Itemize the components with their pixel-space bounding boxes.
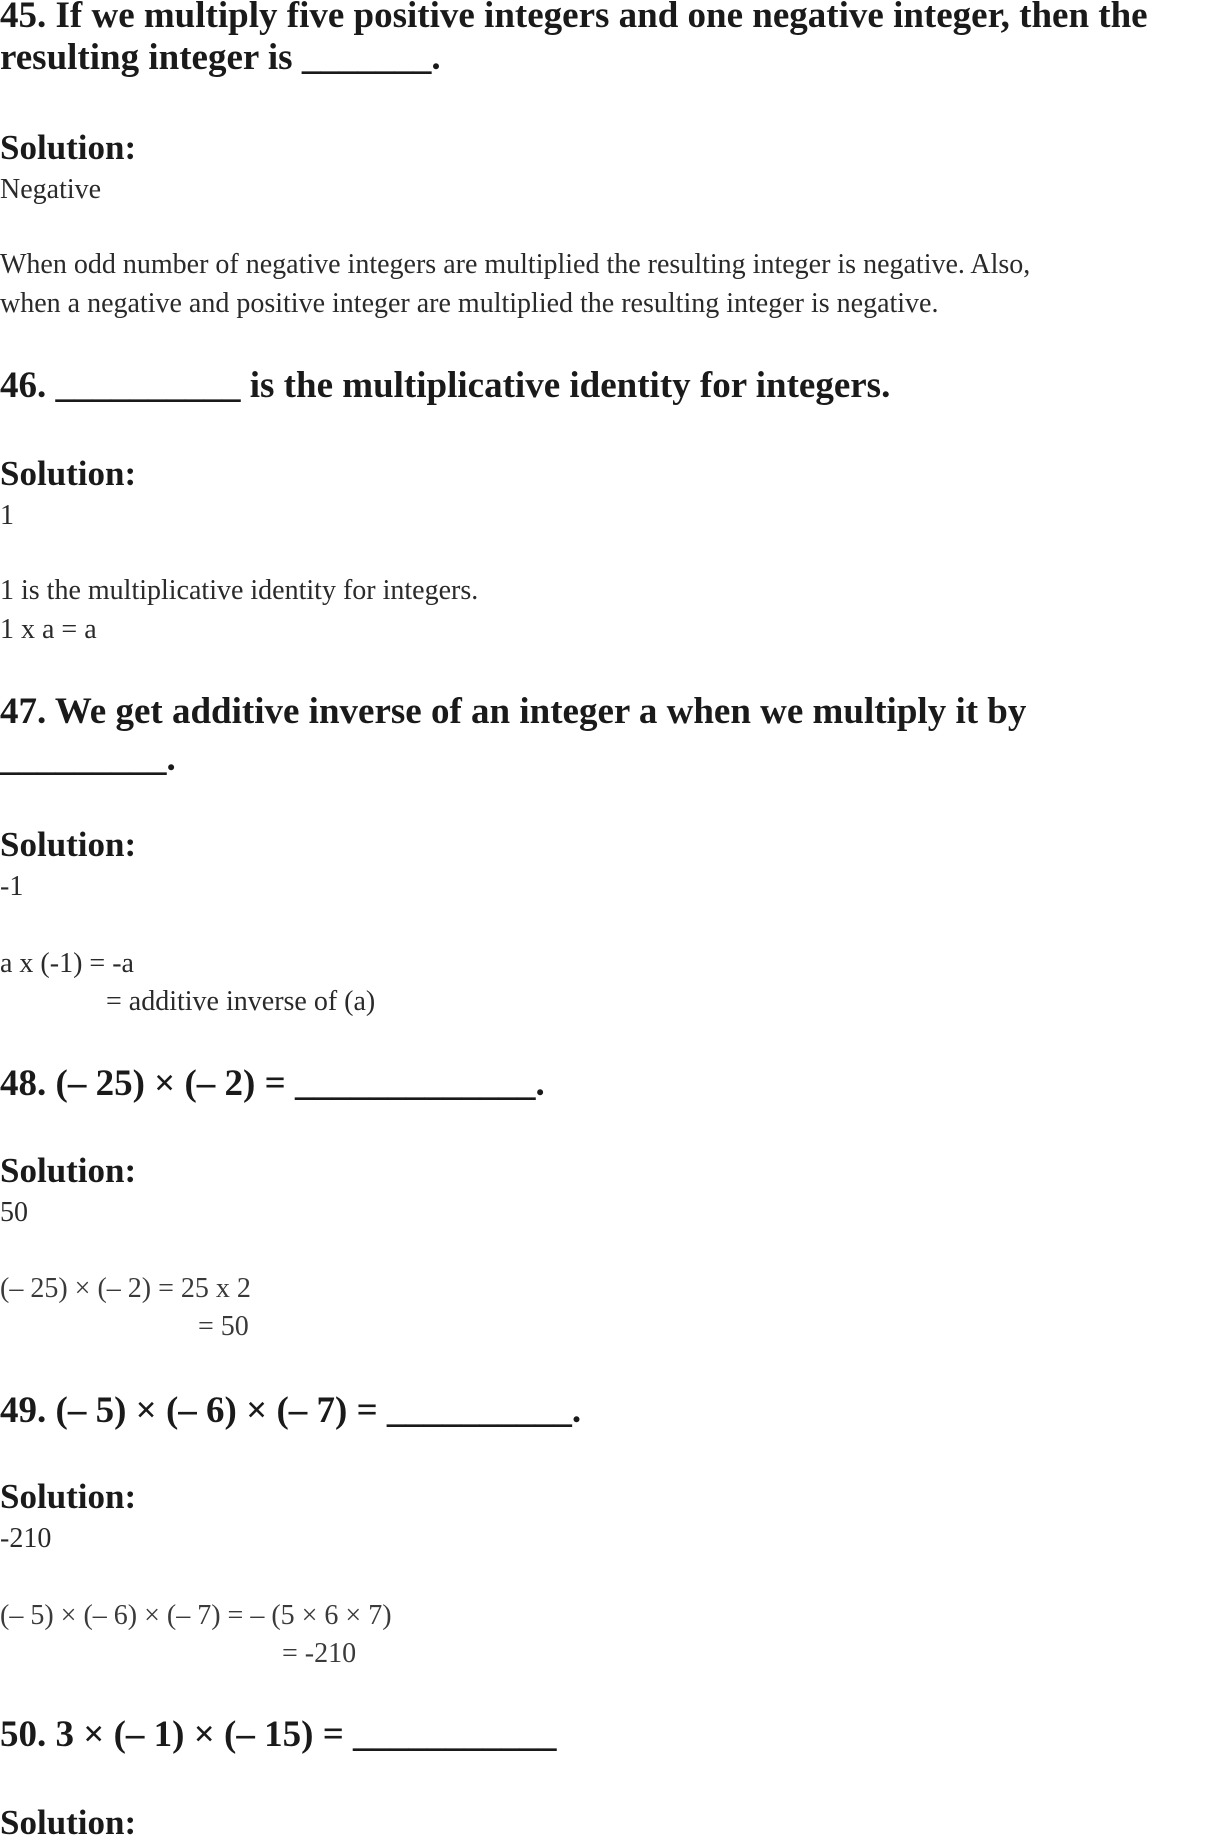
solution-47-explanation-line-2: = additive inverse of (a) [106, 986, 376, 1017]
question-48-line-1: 48. (– 25) × (– 2) = _____________. [0, 1063, 545, 1104]
question-50-line-1: 50. 3 × (– 1) × (– 15) = ___________ [0, 1714, 557, 1755]
solution-49-answer: -210 [0, 1523, 52, 1554]
solution-45-explanation-line-2: when a negative and positive integer are multiplied the resulting integer is negative. [0, 288, 939, 319]
solution-46-answer: 1 [0, 500, 14, 531]
solution-48-explanation-line-2: = 50 [198, 1311, 249, 1342]
solution-46-explanation-line-1: 1 is the multiplicative identity for integers. [0, 575, 479, 606]
question-47-line-2: _________. [0, 738, 176, 779]
solution-48-heading: Solution: [0, 1151, 137, 1190]
solution-48-explanation-line-1: (– 25) × (– 2) = 25 x 2 [0, 1273, 251, 1304]
solution-45-heading: Solution: [0, 128, 137, 167]
question-49-line-1: 49. (– 5) × (– 6) × (– 7) = __________. [0, 1390, 582, 1431]
solution-49-explanation-line-1: (– 5) × (– 6) × (– 7) = – (5 × 6 × 7) [0, 1600, 392, 1631]
solution-45-explanation-line-1: When odd number of negative integers are multiplied the resulting integer is negative. Also, [0, 249, 1031, 280]
question-47-line-1: 47. We get additive inverse of an integer a when we multiply it by [0, 691, 1027, 732]
solution-47-answer: -1 [0, 871, 24, 902]
solution-47-explanation-line-1: a x (-1) = -a [0, 948, 134, 979]
solution-46-explanation-line-2: 1 x a = a [0, 614, 97, 645]
question-45-line-1: 45. If we multiply five positive integers and one negative integer, then the [0, 0, 1148, 36]
solution-48-answer: 50 [0, 1197, 28, 1228]
solution-49-explanation-line-2: = -210 [282, 1638, 357, 1669]
question-45-line-2: resulting integer is _______. [0, 37, 441, 78]
solution-46-heading: Solution: [0, 454, 137, 493]
solution-47-heading: Solution: [0, 825, 137, 864]
solution-50-heading: Solution: [0, 1803, 137, 1842]
solution-45-answer: Negative [0, 174, 102, 205]
question-46-line-1: 46. __________ is the multiplicative identity for integers. [0, 365, 891, 406]
solution-49-heading: Solution: [0, 1477, 137, 1516]
